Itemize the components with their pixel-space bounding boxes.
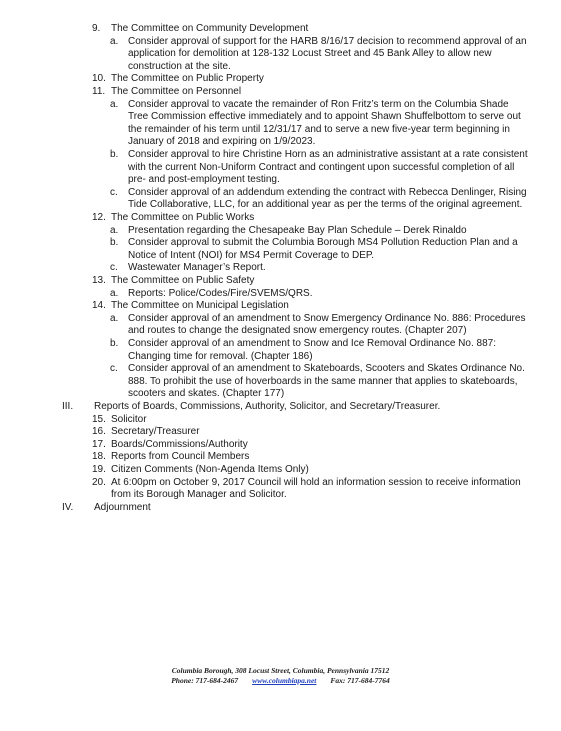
sub-item-text: Consider approval to hire Christine Horn as an administrative assistant at a rate consistent xyxy=(128,149,528,160)
item-marker: a. xyxy=(110,35,119,47)
sub-item-text: Consider approval to submit the Columbia Borough MS4 Pollution Reduction Plan and a xyxy=(128,237,518,249)
sub-item-text: and routes to change the designated snow emergency routes. (Chapter 207) xyxy=(128,325,467,337)
footer-phone: Phone: 717-684-2467 xyxy=(171,676,239,685)
item-marker: 15. xyxy=(92,413,106,425)
item-text: Solicitor xyxy=(111,413,147,425)
footer-address: Columbia Borough, 308 Locust Street, Columbia, Pennsylvania 17512 xyxy=(171,666,390,675)
sub-item-text: January of 2018 and expiring on 1/9/2023. xyxy=(128,136,316,148)
sub-item-text: construction at the site. xyxy=(128,60,231,72)
item-marker: b. xyxy=(110,237,119,249)
item-marker: 18. xyxy=(92,451,106,463)
item-text: Secretary/Treasurer xyxy=(111,426,200,438)
item-marker: IV. xyxy=(62,501,74,513)
item-marker: a. xyxy=(110,287,119,299)
item-text: The Committee on Municipal Legislation xyxy=(111,300,289,312)
item-marker: a. xyxy=(110,224,119,236)
sub-item-text: Tide Collaborative, LLC, for an additional year as per the terms of the original agreement. xyxy=(128,199,523,211)
item-text: Reports from Council Members xyxy=(111,451,250,463)
sub-item-text: Consider approval to vacate the remainder of Ron Fritz’s term on the Columbia Shade xyxy=(128,98,509,110)
item-marker: 14. xyxy=(92,300,106,312)
item-marker: 19. xyxy=(92,464,106,475)
sub-item-text: scooters and skates. (Chapter 177) xyxy=(128,388,285,400)
sub-item-text: Consider approval of an amendment to Snow and Ice Removal Ordinance No. 887: xyxy=(128,338,496,349)
sub-item-text: application for demolition at 128-132 Locust Street and 45 Bank Alley to allow new xyxy=(128,48,492,60)
sub-item-text: Tree Commission effective immediately and to appoint Shawn Shuffelbottom to serve out xyxy=(128,111,521,123)
sub-item-text: with the current Non-Uniform Contract and contingent upon successful completion of all xyxy=(128,161,515,173)
item-marker: 13. xyxy=(92,275,106,286)
item-marker: c. xyxy=(110,186,118,198)
item-marker: c. xyxy=(110,363,118,375)
item-text: The Committee on Community Development xyxy=(111,23,309,34)
sub-item-text: Changing time for removal. (Chapter 186) xyxy=(128,350,313,362)
sub-item-text: the remainder of his term until 12/31/17 and to serve a new five-year term beginning in xyxy=(128,123,510,135)
sub-item-text: Wastewater Manager’s Report. xyxy=(128,262,266,274)
sub-item-text: Consider approval of an amendment to Skateboards, Scooters and Skates Ordinance No. xyxy=(128,363,525,375)
item-text: Boards/Commissions/Authority xyxy=(111,438,248,450)
item-text: from its Borough Manager and Solicitor. xyxy=(111,489,287,501)
page-footer xyxy=(0,666,561,686)
sub-item-text: Consider approval of an amendment to Snow Emergency Ordinance No. 886: Procedures xyxy=(128,312,526,324)
sub-item-text: Notice of Intent (NOI) for MS4 Permit Coverage to DEP. xyxy=(128,249,375,261)
item-marker: b. xyxy=(110,149,119,160)
item-text: The Committee on Public Safety xyxy=(111,275,255,286)
item-marker: 20. xyxy=(92,476,106,488)
item-marker: 10. xyxy=(92,73,106,85)
sub-item-text: pre- and post-employment testing. xyxy=(128,174,280,186)
item-marker: 11. xyxy=(92,86,106,97)
item-marker: 16. xyxy=(92,426,106,438)
sub-item-text: Presentation regarding the Chesapeake Bay Plan Schedule – Derek Rinaldo xyxy=(128,224,467,236)
item-text: The Committee on Personnel xyxy=(111,86,242,97)
section-heading: Reports of Boards, Commissions, Authority, Solicitor, and Secretary/Treasurer. xyxy=(94,401,441,412)
item-text: Citizen Comments (Non-Agenda Items Only) xyxy=(111,464,309,475)
item-marker: a. xyxy=(110,98,119,110)
item-marker: 12. xyxy=(92,212,106,223)
item-marker: b. xyxy=(110,338,119,349)
sub-item-text: 888. To prohibit the use of hoverboards in the same manner that applies to skateboards, xyxy=(128,375,518,387)
item-marker: c. xyxy=(110,262,118,274)
sub-item-text: Reports: Police/Codes/Fire/SVEMS/QRS. xyxy=(128,287,313,299)
item-text: The Committee on Public Property xyxy=(111,73,264,85)
item-marker: a. xyxy=(110,312,119,324)
item-text: The Committee on Public Works xyxy=(111,212,255,223)
item-marker: 17. xyxy=(92,438,106,450)
footer-website-link[interactable]: www.columbiapa.net xyxy=(252,676,317,685)
item-marker: 9. xyxy=(92,23,101,34)
sub-item-text: Consider approval of an addendum extending the contract with Rebecca Denlinger, Rising xyxy=(128,186,527,198)
item-marker: III. xyxy=(62,401,74,412)
section-heading: Adjournment xyxy=(94,501,151,513)
footer-fax: Fax: 717-684-7764 xyxy=(330,676,390,685)
sub-item-text: Consider approval of support for the HARB 8/16/17 decision to recommend approval of an xyxy=(128,35,527,47)
item-text: At 6:00pm on October 9, 2017 Council will hold an information session to receive information xyxy=(111,476,521,488)
